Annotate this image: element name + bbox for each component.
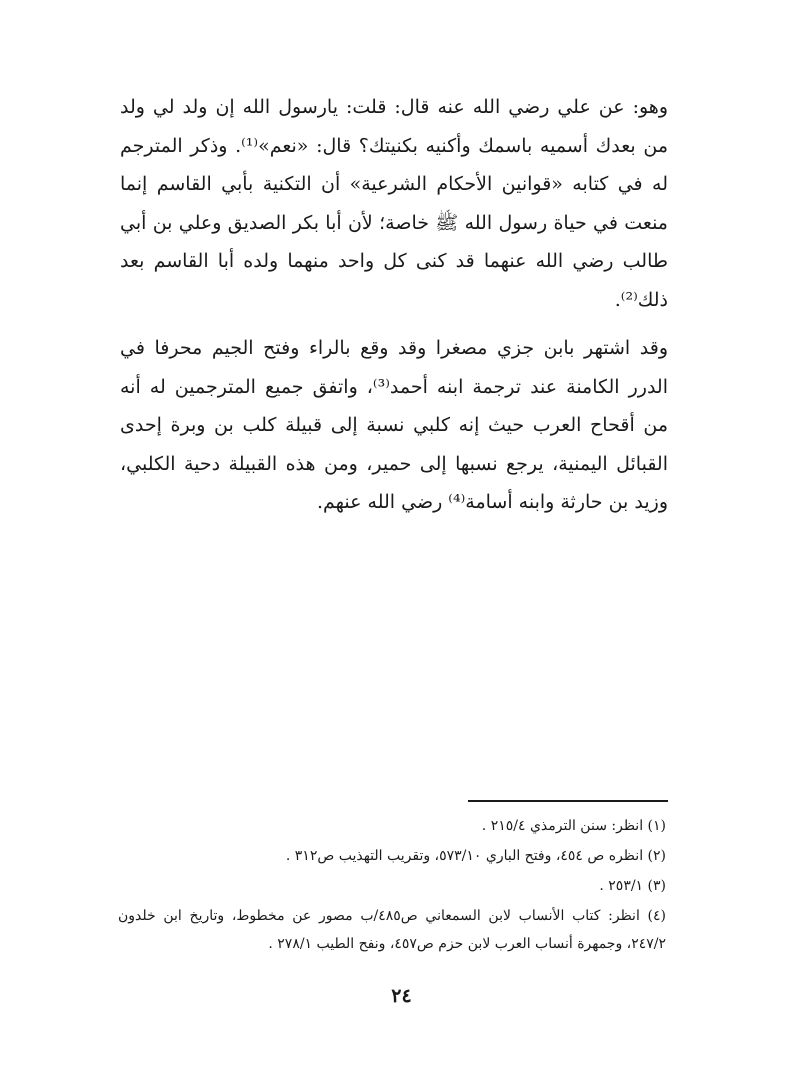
footnote-1: (١) انظر: سنن الترمذي ٢١٥/٤ . — [481, 818, 666, 834]
paragraph-2: وقد اشتهر بابن جزي مصغرا وقد وقع بالراء وفتح الجيم محرفا في الدرر الكامنة عند ترجمة ابنه أحمد⁽³⁾، واتفق جميع المترجمين له أنه من أقحاح العرب حيث إنه كلبي نسبة إلى قبيلة كلب بن وبرة إحدى القبائل اليمنية، يرجع نسبها إلى حمير، ومن هذه القبيلة دحية الكلبي، وزيد بن حارثة وابنه أسامة⁽⁴⁾ رضي الله عنهم. — [120, 337, 668, 513]
footnote-separator — [468, 800, 668, 802]
footnotes — [118, 812, 666, 960]
footnote-4: (٤) انظر: كتاب الأنساب لابن السمعاني ص٤٨٥/ب مصور عن مخطوط، وتاريخ ابن خلدون ٢٤٧/٢، وجمهرة أنساب العرب لابن حزم ص٤٥٧، ونفح الطيب ٢٧٨/١ . — [118, 908, 666, 952]
footnote-2: (٢) انظره ص ٤٥٤، وفتح الباري ٥٧٣/١٠، وتقريب التهذيب ص٣١٢ . — [285, 848, 666, 864]
page-number: ٢٤ — [391, 985, 412, 1007]
main-text — [120, 88, 668, 522]
footnote-3: (٣) ٢٥٣/١ . — [599, 878, 666, 894]
paragraph-1: وهو: عن علي رضي الله عنه قال: قلت: يارسول الله إن ولد لي ولد من بعدك أسميه باسمك وأكنيه بكنيتك؟ قال: «نعم»⁽¹⁾. وذكر المترجم له في كتابه «قوانين الأحكام الشرعية» أن التكنية بأبي القاسم إنما منعت في حياة رسول الله ﷺ خاصة؛ لأن أبا بكر الصديق وعلي بن أبي طالب رضي الله عنهما قد كنى كل واحد منهما ولده أبا القاسم بعد ذلك⁽²⁾. — [120, 96, 668, 311]
